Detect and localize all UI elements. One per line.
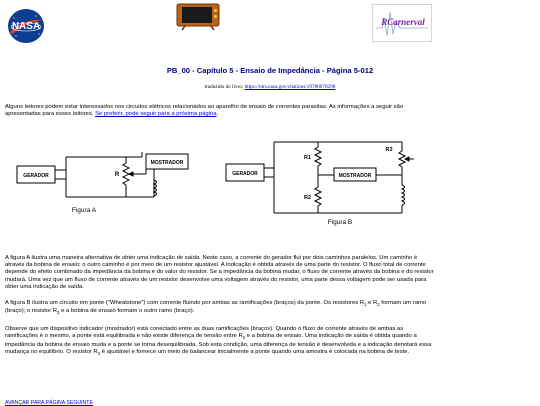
para-b-text-2: e R: [366, 300, 378, 306]
fig-b-r1-label: R1: [303, 155, 311, 161]
figure-b-paragraph: [5, 300, 437, 317]
rc-carnerval-logo: [372, 4, 432, 42]
para-c-sub-1: 2: [242, 335, 246, 341]
next-page-link[interactable]: Se preferir, pode seguir para a próxima página: [95, 111, 217, 118]
fig-a-mostrador-label: MOSTRADOR: [150, 160, 184, 166]
para-b-sub-3: 3: [57, 310, 60, 316]
para-c-text-2: e a bobina de ensaio. Uma indicação de saída é obtida quando a impedância da bobina de ensaio muda e a ponte se torna desequilibrada. Sob esta condição, uma diferença de tensão é desenvolvida e a indicação denotará essa mudança no equilíbrio. O resistor R: [5, 333, 432, 355]
fig-a-r-label: R: [114, 172, 120, 178]
figure-a-paragraph: A figura A ilustra uma maneira alternativa de obter uma indicação de saída. Neste caso, a corrente do gerador flui por dois caminhos paralelos. Um caminho é através da bobina de ensaio; o outro caminho é por meio de um resistor ajustável. A indicação é obtida através de uma parte do resistor. O fluxo total de corrente depende do efeito combinado da impedância da bobina e do valor do resistor. Se a impedância da bobina mudar, o fluxo de corrente através da bobina e do resistor mudará. Uma vez que um fluxo de corrente através de um resistor desenvolve uma voltagem através do resistor, uma parte dessa voltagem pode ser usada para obter uma indicação de saída.: [5, 255, 434, 290]
para-b-text-1: A figura B ilustra um circuito em ponte ("Wheatstone") com corrente fluindo por ambas as ramificações (braços) da ponte. Os resistores R: [5, 300, 365, 306]
source-link[interactable]: https://ntrs.nasa.gov/citations/19780078298: [244, 84, 336, 90]
fig-b-caption: Figura B: [327, 219, 353, 226]
intro-end: .: [216, 111, 219, 118]
tv-icon[interactable]: [175, 3, 221, 31]
bridge-paragraph: [5, 326, 437, 357]
para-c-text-1: Observe que um dispositivo indicador (mostrador) está conectado entre as duas ramificações (braços). Quando o fluxo de corrente através de ambas as ramificações é o mesmo, a ponte está equilibrada e não existe diferença de tensão entre R: [5, 326, 404, 340]
nasa-logo: [6, 8, 46, 44]
para-b-sub-2: 2: [377, 302, 380, 308]
para-c-text-3: é ajustável e fornece um meio de balancear inicialmente a ponte quando uma amostra é colocada na bobina de teste.: [100, 348, 410, 355]
source-prefix: traduzido do livro:: [204, 84, 245, 90]
source-line: [0, 84, 540, 90]
para-b-text-4: e a bobina de ensaio formam o outro ramo (braço).: [59, 308, 195, 315]
page-title: PB_00 - Capítulo 5 - Ensaio de Impedância - Página 5-012: [166, 66, 374, 75]
fig-b-mostrador-label: MOSTRADOR: [338, 173, 372, 179]
fig-a-caption: Figura A: [71, 207, 97, 214]
next-page-footer-link[interactable]: AVANÇAR PARA PÁGINA SEGUINTE: [5, 400, 93, 406]
para-c-sub-2: 3: [97, 350, 101, 356]
fig-b-r3-label: R3: [385, 147, 393, 153]
intro-paragraph: [5, 104, 437, 118]
nasa-logo-text: NASA: [11, 21, 41, 32]
rc-logo-text: RCarnerval: [381, 17, 425, 27]
figure-b: [222, 133, 414, 226]
figure-a: [14, 150, 194, 216]
intro-text: Alguns leitores podem estar interessados nos circuitos elétricos relacionados ao aparelho de ensaio de correntes parasitas. As informações a seguir são apresentadas para esses leitores.: [5, 104, 404, 118]
fig-a-gerador-label: GERADOR: [23, 173, 49, 179]
fig-b-gerador-label: GERADOR: [232, 171, 258, 177]
para-b-text-3: formam um ramo (braço); o resistor R: [5, 300, 427, 315]
para-b-sub-1: 1: [364, 302, 367, 308]
fig-b-r2-label: R2: [303, 195, 311, 201]
